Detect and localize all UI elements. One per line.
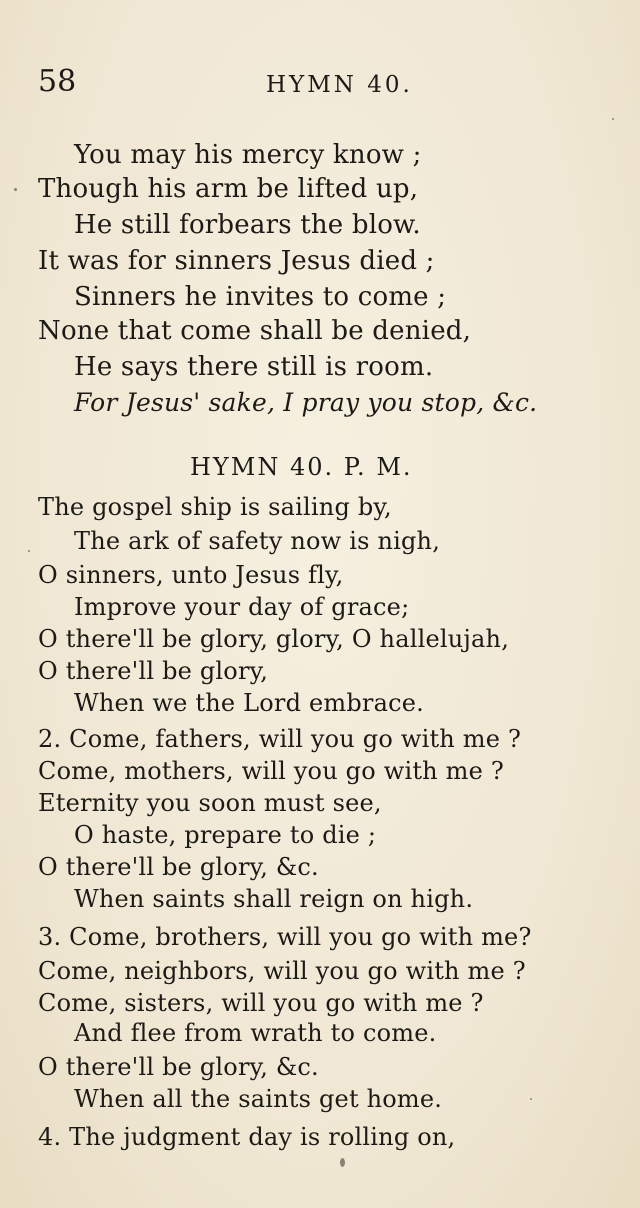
- text-line: 2. Come, fathers, will you go with me ?: [38, 725, 522, 753]
- running-head: HYMN 40.: [266, 72, 413, 98]
- text-line: It was for sinners Jesus died ;: [38, 246, 435, 276]
- text-line: 3. Come, brothers, will you go with me?: [38, 923, 532, 951]
- text-line: He says there still is room.: [74, 352, 434, 382]
- text-line: O there'll be glory, &c.: [38, 853, 319, 881]
- text-line: And flee from wrath to come.: [74, 1019, 437, 1047]
- ink-speck: [340, 1158, 345, 1167]
- page-header: [0, 62, 640, 102]
- text-line: Come, mothers, will you go with me ?: [38, 757, 504, 785]
- text-line: When saints shall reign on high.: [74, 885, 474, 913]
- text-line: Come, neighbors, will you go with me ?: [38, 957, 526, 985]
- hymn-title: HYMN 40. P. M.: [190, 453, 413, 481]
- text-line: O haste, prepare to die ;: [74, 821, 377, 849]
- text-line: He still forbears the blow.: [74, 210, 421, 240]
- text-line: O there'll be glory, &c.: [38, 1053, 319, 1081]
- text-line: Come, sisters, will you go with me ?: [38, 989, 484, 1017]
- chorus-line: For Jesus' sake, I pray you stop, &c.: [74, 388, 538, 417]
- text-line: The gospel ship is sailing by,: [38, 493, 392, 521]
- ink-speck: [612, 118, 614, 120]
- ink-speck: [28, 550, 30, 552]
- text-line: Improve your day of grace;: [74, 593, 410, 621]
- text-line: O sinners, unto Jesus fly,: [38, 561, 344, 589]
- text-line: O there'll be glory,: [38, 657, 269, 685]
- text-line: O there'll be glory, glory, O hallelujah,: [38, 625, 510, 653]
- text-line: The ark of safety now is nigh,: [74, 527, 441, 555]
- text-line: You may his mercy know ;: [74, 140, 422, 170]
- page-number: 58: [38, 64, 77, 99]
- text-line: When all the saints get home.: [74, 1085, 443, 1113]
- text-line: 4. The judgment day is rolling on,: [38, 1123, 456, 1151]
- text-line: Though his arm be lifted up,: [38, 174, 419, 204]
- text-line: When we the Lord embrace.: [74, 689, 424, 717]
- text-line: Eternity you soon must see,: [38, 789, 382, 817]
- ink-speck: [530, 1098, 532, 1100]
- text-line: Sinners he invites to come ;: [74, 282, 447, 312]
- ink-speck: [14, 188, 17, 191]
- text-line: None that come shall be denied,: [38, 316, 472, 346]
